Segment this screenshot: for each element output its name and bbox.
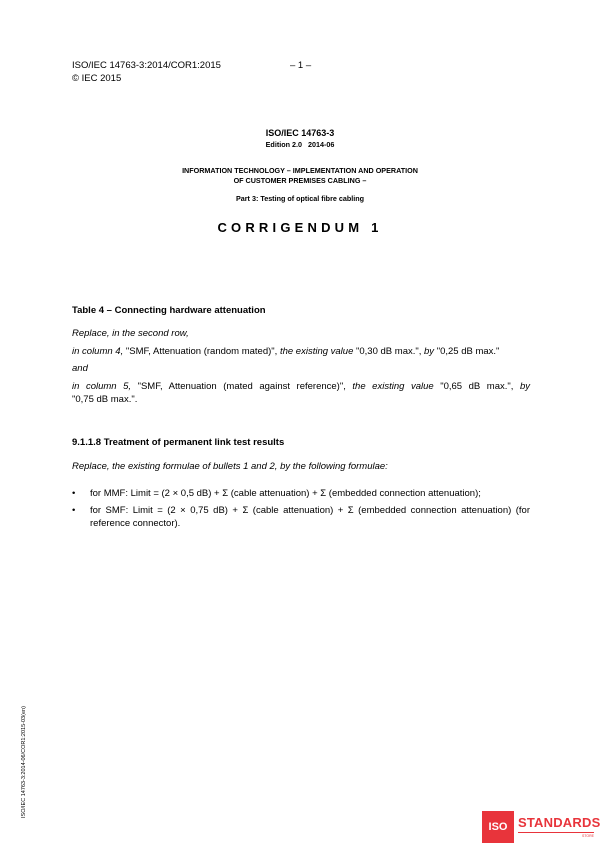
part-title: Part 3: Testing of optical fibre cabling: [235, 194, 365, 203]
main-title: [0, 166, 600, 186]
main-title-line-1: INFORMATION TECHNOLOGY – IMPLEMENTATION AND OPERATION: [182, 166, 418, 175]
conjunction-and: and: [72, 363, 88, 374]
column4-correction: in column 4, "SMF, Attenuation (random mated)", the existing value "0,30 dB max.", by "0,25 dB max.": [72, 346, 500, 357]
section-heading-9118: 9.1.1.8 Treatment of permanent link test results: [72, 437, 285, 448]
corrigendum-title: CORRIGENDUM 1: [217, 220, 383, 235]
column5-correction: in column 5, "SMF, Attenuation (mated against reference)", the existing value "0,65 dB max.", by: [72, 381, 530, 392]
iso-standards-store-logo: [482, 811, 600, 843]
edition-line: Edition 2.0 2014-06: [265, 140, 335, 149]
logo-tagline: STORE: [518, 832, 594, 838]
bullet-text-smf: for SMF: Limit = (2 × 0,75 dB) + Σ (cable attenuation) + Σ (embedded connection attenuation) (for reference connector).: [90, 505, 530, 529]
page-header: [72, 59, 221, 85]
standard-number: ISO/IEC 14763-3: [265, 128, 335, 138]
main-title-line-2: OF CUSTOMER PREMISES CABLING –: [233, 176, 367, 185]
iso-logo-icon: ISO: [482, 811, 514, 843]
logo-name: STANDARDS: [518, 815, 600, 830]
section-heading-table4: Table 4 – Connecting hardware attenuation: [72, 305, 266, 316]
bullet-icon: •: [72, 505, 76, 516]
bullet-icon: •: [72, 488, 76, 499]
formulae-instruction: Replace, the existing formulae of bullets 1 and 2, by the following formulae:: [72, 461, 388, 472]
page-number: – 1 –: [290, 60, 312, 71]
document-id: ISO/IEC 14763-3:2014/COR1:2015: [72, 60, 221, 71]
margin-document-reference: ISO/IEC 14763-3:2014-06/COR1:2015-03(en): [21, 706, 27, 818]
instruction-text: Replace, in the second row,: [72, 328, 189, 339]
column5-correction-value: "0,75 dB max.".: [72, 394, 138, 405]
bullet-text-mmf: for MMF: Limit = (2 × 0,5 dB) + Σ (cable attenuation) + Σ (embedded connection attenuation);: [90, 488, 481, 499]
copyright: © IEC 2015: [72, 73, 122, 84]
